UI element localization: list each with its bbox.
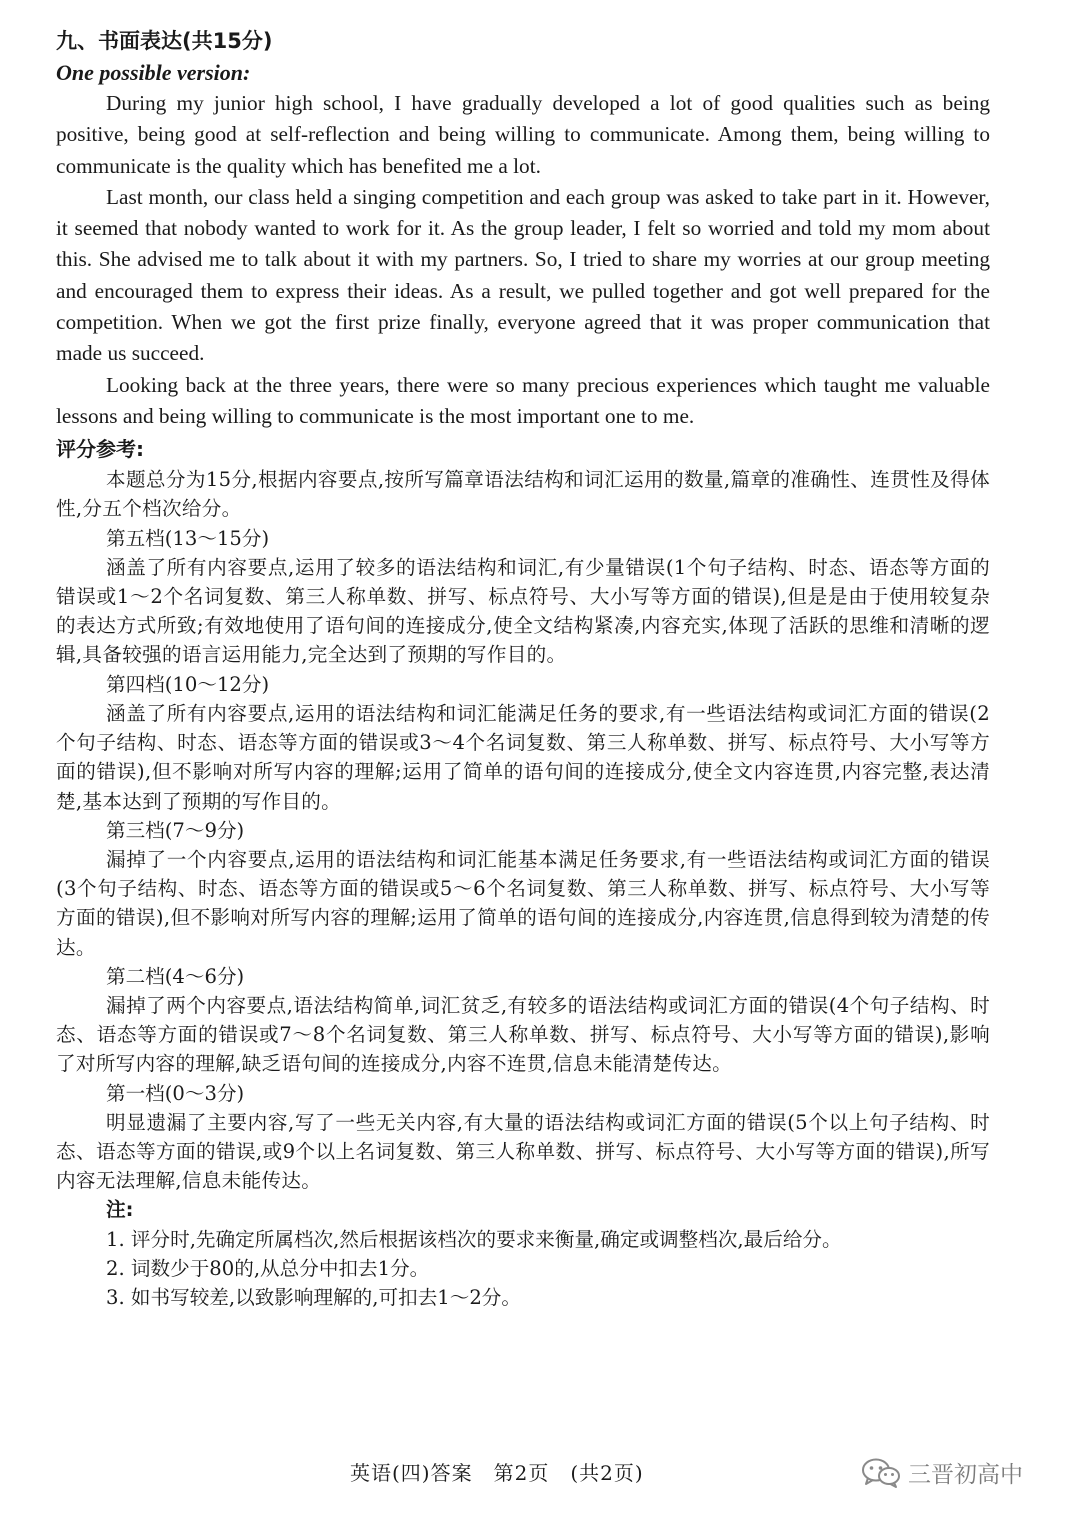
level-title: 第三档(7～9分)	[106, 818, 245, 842]
level-description: 漏掉了两个内容要点,语法结构简单,词汇贫乏,有较多的语法结构或词汇方面的错误(4个句子结构、时态、语态等方面的错误或7～8个名词复数、第三人称单数、拼写、标点符号、大小写等方面的错误),影响了对所写内容的理解,缺乏语句间的连接成分,内容不连贯,信息未能清楚传达。	[56, 993, 990, 1076]
essay-paragraph: Looking back at the three years, there were so many precious experiences which taught me valuable lessons and being willing to communicate is the most important one to me.	[56, 372, 990, 428]
page-footer: 英语(四)答案 第2页 (共2页)	[350, 1461, 644, 1485]
level-description: 涵盖了所有内容要点,运用的语法结构和词汇能满足任务的要求,有一些语法结构或词汇方面的错误(2个句子结构、时态、语态等方面的错误或3～4个名词复数、第三人称单数、拼写、标点符号、大小写等方面的错误),但不影响对所写内容的理解;运用了简单的语句间的连接成分,使全文内容连贯,内容完整,表达清楚,基本达到了预期的写作目的。	[56, 701, 990, 813]
notes-heading: 注:	[106, 1198, 134, 1222]
answer-page	[56, 24, 990, 1312]
wechat-icon	[860, 1457, 902, 1489]
watermark-text: 三晋初高中	[908, 1462, 1023, 1488]
level-description: 明显遗漏了主要内容,写了一些无关内容,有大量的语法结构或词汇方面的错误(5个以上句子结构、时态、语态等方面的错误,或9个以上名词复数、第三人称单数、拼写、标点符号、大小写等方面的错误),所写内容无法理解,信息未能传达。	[56, 1110, 990, 1193]
sample-heading: One possible version:	[56, 60, 251, 85]
grading-heading: 评分参考:	[56, 437, 144, 462]
note-item: 3. 如书写较差,以致影响理解的,可扣去1～2分。	[106, 1285, 521, 1309]
level-description: 涵盖了所有内容要点,运用了较多的语法结构和词汇,有少量错误(1个句子结构、时态、语态等方面的错误或1～2个名词复数、第三人称单数、拼写、标点符号、大小写等方面的错误),但是是由于使用较复杂的表达方式所致;有效地使用了语句间的连接成分,使全文结构紧凑,内容充实,体现了活跃的思维和清晰的逻辑,具备较强的语言运用能力,完全达到了预期的写作目的。	[56, 555, 990, 667]
section-title: 九、书面表达(共15分)	[56, 29, 273, 53]
level-title: 第一档(0～3分)	[106, 1081, 245, 1105]
grading-intro: 本题总分为15分,根据内容要点,按所写篇章语法结构和词汇运用的数量,篇章的准确性、连贯性及得体性,分五个档次给分。	[56, 468, 990, 521]
level-title: 第五档(13～15分)	[106, 526, 270, 550]
note-item: 1. 评分时,先确定所属档次,然后根据该档次的要求来衡量,确定或调整档次,最后给分。	[106, 1227, 842, 1251]
level-title: 第四档(10～12分)	[106, 672, 270, 696]
note-item: 2. 词数少于80的,从总分中扣去1分。	[106, 1256, 430, 1280]
level-description: 漏掉了一个内容要点,运用的语法结构和词汇能基本满足任务要求,有一些语法结构或词汇方面的错误(3个句子结构、时态、语态等方面的错误或5～6个名词复数、第三人称单数、拼写、标点符号、大小写等方面的错误),但不影响对所写内容的理解;运用了简单的语句间的连接成分,内容连贯,信息得到较为清楚的传达。	[56, 847, 990, 959]
essay-paragraph: Last month, our class held a singing competition and each group was asked to take part in it. However, it seemed that nobody wanted to work for it. As the group leader, I felt so worried and told my mom about this. She advised me to talk about it with my partners. So, I tried to share my worries at our group meeting and encouraged them to express their ideas. As a result, we pulled together and got well prepared for the competition. When we got the first prize finally, everyone agreed that it was proper communication that made us succeed.	[56, 184, 990, 366]
essay-paragraph: During my junior high school, I have gradually developed a lot of good qualities such as being positive, being good at self-reflection and being willing to communicate. Among them, being willing to communicate is the quality which has benefited me a lot.	[56, 91, 990, 178]
watermark	[860, 1456, 1023, 1489]
level-title: 第二档(4～6分)	[106, 964, 245, 988]
